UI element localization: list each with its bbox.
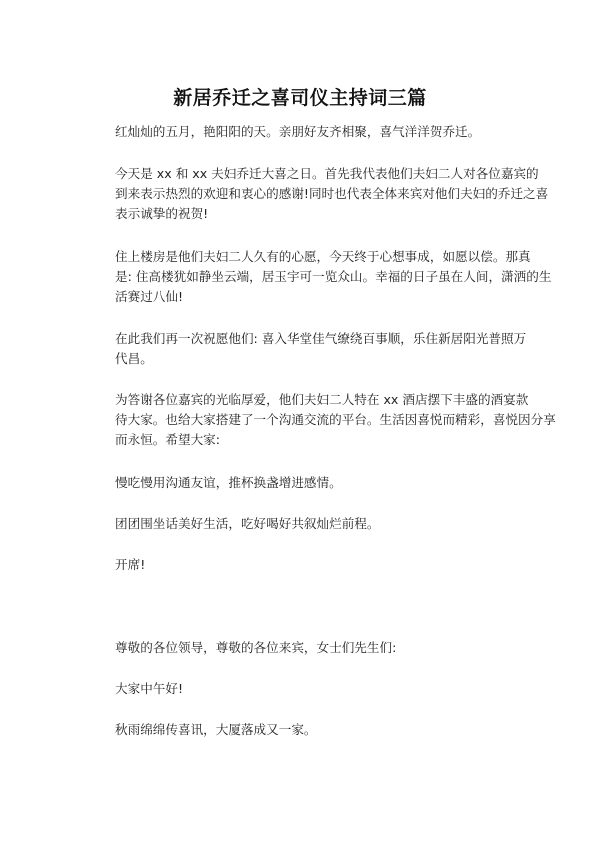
paragraph-4: [115, 329, 527, 369]
paragraph-1: [115, 122, 495, 142]
paragraph-line: 表示诚挚的祝贺!: [115, 206, 209, 221]
paragraph-line: 为答谢各位嘉宾的光临厚爱，他们夫妇二人特在 xx 酒店摆下丰盛的酒宴款: [115, 392, 529, 407]
paragraph-7: [115, 514, 495, 534]
document-title: 新居乔迁之喜司仪主持词三篇: [173, 87, 427, 109]
paragraph-9: [115, 638, 495, 658]
paragraph-line: 红灿灿的五月，艳阳阳的天。亲朋好友齐相聚，喜气洋洋贺乔迁。: [115, 124, 481, 139]
paragraph-line: 到来表示热烈的欢迎和衷心的感谢!同时也代表全体来宾对他们夫妇的乔迁之喜: [115, 186, 549, 201]
paragraph-6: [115, 473, 495, 493]
paragraph-line: 秋雨绵绵传喜讯，大厦落成又一家。: [115, 722, 317, 737]
paragraph-line: 而永恒。希望大家:: [115, 432, 220, 447]
paragraph-line: 慢吃慢用沟通友谊，推杯换盏增进感情。: [115, 475, 342, 490]
paragraph-5: [115, 390, 556, 450]
paragraph-line: 大家中午好!: [115, 681, 184, 696]
paragraph-3: [115, 247, 552, 307]
paragraph-11: [115, 720, 495, 740]
paragraph-line: 在此我们再一次祝愿他们: 喜入华堂佳气缭绕百事顺，乐住新居阳光普照万: [115, 331, 527, 346]
paragraph-line: 是: 住高楼犹如静坐云端，居玉宇可一览众山。幸福的日子虽在人间，潇洒的生: [115, 269, 552, 284]
paragraph-line: 开席!: [115, 557, 146, 572]
paragraph-10: [115, 679, 495, 699]
paragraph-line: 团团围坐话美好生活，吃好喝好共叙灿烂前程。: [115, 516, 380, 531]
paragraph-line: 今天是 xx 和 xx 夫妇乔迁大喜之日。首先我代表他们夫妇二人对各位嘉宾的: [115, 166, 539, 181]
paragraph-line: 代昌。: [115, 351, 153, 366]
paragraph-line: 待大家。也给大家搭建了一个沟通交流的平台。生活因喜悦而精彩，喜悦因分享: [115, 412, 556, 427]
paragraph-line: 尊敬的各位领导，尊敬的各位来宾，女士们先生们:: [115, 640, 397, 655]
paragraph-line: 住上楼房是他们夫妇二人久有的心愿，今天终于心想事成，如愿以偿。那真: [115, 249, 531, 264]
paragraph-2: [115, 164, 549, 224]
paragraph-8: [115, 555, 495, 575]
paragraph-line: 活赛过八仙!: [115, 289, 184, 304]
